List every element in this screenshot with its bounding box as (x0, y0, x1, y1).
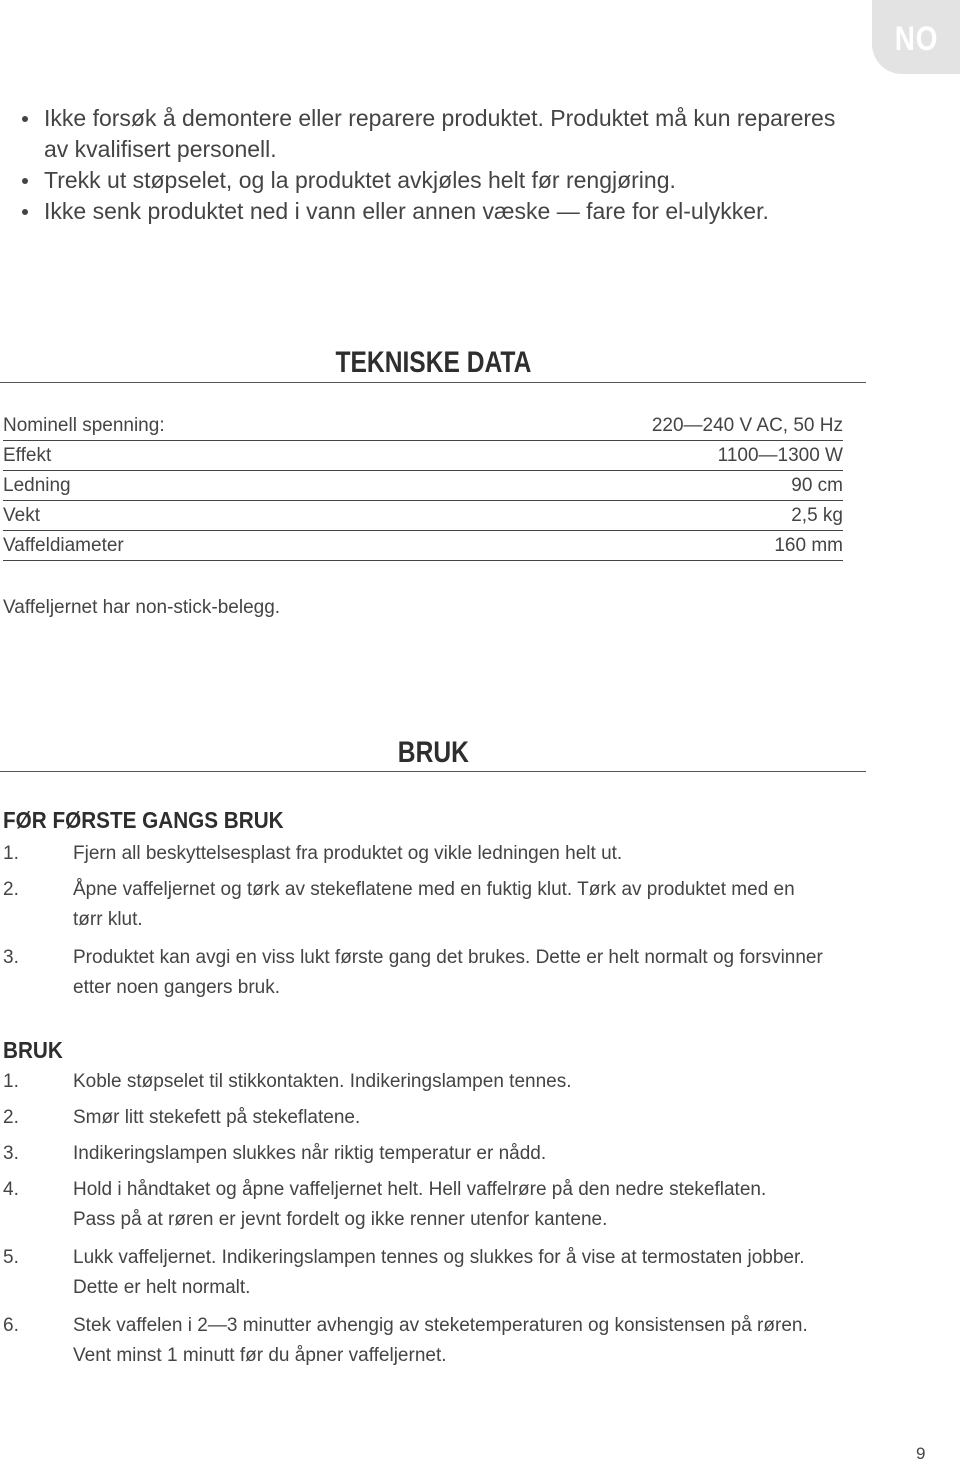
spec-row: Vekt 2,5 kg (3, 501, 843, 531)
spec-row: Vaffeldiameter 160 mm (3, 531, 843, 561)
step-item: 1. Koble støpselet til stikkontakten. Indikeringslampen tennes. (3, 1071, 572, 1092)
first-use-steps (3, 839, 863, 1003)
usage-title: BRUK (397, 736, 469, 769)
spec-table (3, 411, 843, 561)
step-item: 4. Hold i håndtaket og åpne vaffeljernet helt. Hell vaffelrøre på den nedre stekeflaten. Pass på at røren er jevnt fordelt og ikke renner utenfor kantene. (3, 1179, 767, 1230)
step-item: 3. Indikeringslampen slukkes når riktig temperatur er nådd. (3, 1143, 547, 1164)
usage-rule (0, 771, 866, 772)
warning-item: Ikke senk produktet ned i vann eller annen væske — fare for el-ulykker. (20, 196, 870, 227)
step-item: 1. Fjern all beskyttelsesplast fra produktet og vikle ledningen helt ut. (3, 843, 623, 864)
step-item: 5. Lukk vaffeljernet. Indikeringslampen tennes og slukkes for å vise at termostaten jobber. Dette er helt normalt. (3, 1247, 805, 1298)
step-item: 6. Stek vaffelen i 2—3 minutter avhengig av steketemperaturen og konsistensen på røren. Vent minst 1 minutt før du åpner vaffeljernet. (3, 1315, 808, 1366)
language-label: NO (894, 19, 938, 58)
tech-data-title: TEKNISKE DATA (335, 346, 531, 379)
spec-row: Effekt 1100—1300 W (3, 441, 843, 471)
page-number: 9 (916, 1444, 926, 1463)
coating-note: Vaffeljernet har non-stick-belegg. (3, 597, 281, 618)
warning-item: Trekk ut støpselet, og la produktet avkjøles helt før rengjøring. (20, 165, 870, 196)
step-item: 2. Åpne vaffeljernet og tørk av stekeflatene med en fuktig klut. Tørk av produktet med en tørr klut. (3, 879, 795, 930)
tech-data-rule (0, 382, 866, 383)
spec-row: Ledning 90 cm (3, 471, 843, 501)
warning-item: Ikke forsøk å demontere eller reparere produktet. Produktet må kun repareres av kvalifisert personell. (20, 103, 844, 165)
step-item: 2. Smør litt stekefett på stekeflatene. (3, 1107, 361, 1128)
spec-row: Nominell spenning: 220—240 V AC, 50 Hz (3, 411, 843, 441)
step-item: 3. Produktet kan avgi en viss lukt første gang det brukes. Dette er helt normalt og forsvinner etter noen gangers bruk. (3, 947, 823, 998)
use-heading: BRUK (3, 1037, 63, 1063)
first-use-heading: FØR FØRSTE GANGS BRUK (3, 807, 284, 833)
warning-list (20, 103, 870, 227)
language-tab (872, 0, 960, 74)
use-steps (3, 1067, 863, 1371)
